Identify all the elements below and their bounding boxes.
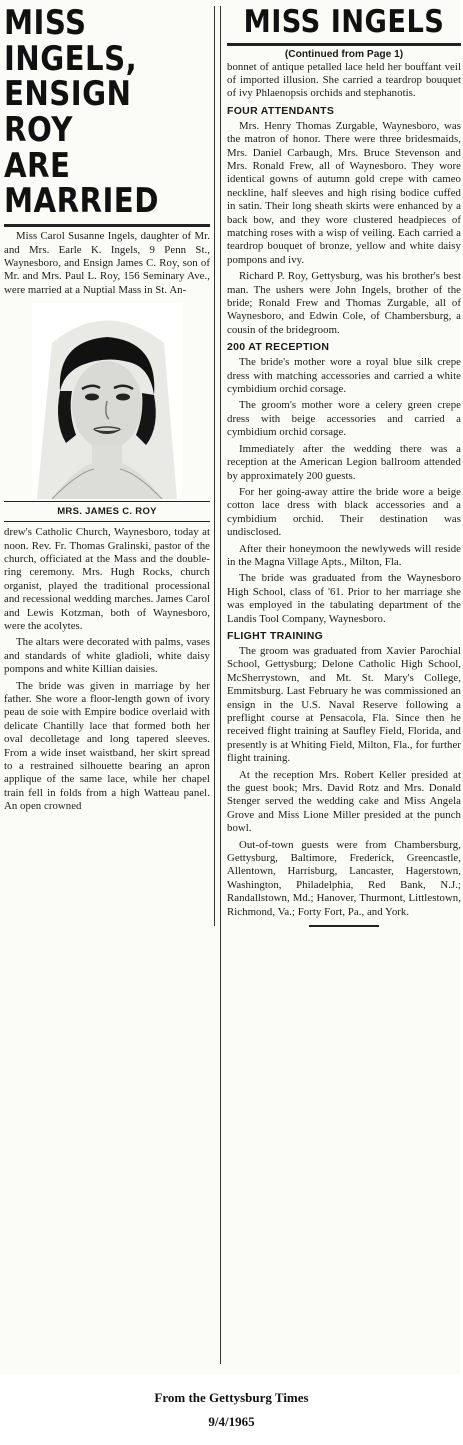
headline-rule (227, 43, 461, 46)
right-column (220, 6, 461, 1364)
photo-rule (4, 501, 210, 502)
bride-portrait-photo (32, 303, 182, 499)
publication-date: 9/4/1965 (208, 1414, 255, 1429)
continued-note: (Continued from Page 1) (284, 48, 404, 60)
headline-line: ARE MARRIED (4, 145, 159, 222)
caption-rule (4, 521, 210, 522)
left-column (4, 3, 215, 926)
article-paragraph: bonnet of antique petalled lace held her bouffant veil of imported illusion. She carried a teardrop bouquet of ivy Phlaenopsis orchids and stephanotis. (227, 60, 461, 100)
headline-right: MISS INGELS (243, 4, 445, 40)
article-paragraph: The groom was graduated from Xavier Parochial School, Gettysburg; Delone Catholic High School, McSherrystown, and Mt. St. Mary's College, Emmitsburg. Last February he was commissioned an ensign in the U.S. Naval Reserve following a preflight course at Pensacola, Fla. Since then he received flight training at Saufley Field, Florida, and presently is at Whiting Field, Milton, Fla., for further flight training. (227, 644, 461, 765)
headline-left (4, 3, 210, 222)
headline-rule (4, 224, 210, 227)
article-paragraph: Richard P. Roy, Gettysburg, was his brother's best man. The ushers were John Ingels, brother of the bride; Ronald Frew and Thomas Zurgable, all of Waynesboro, and Edwin Cole, of Chambersburg, a cousin of the bridegroom. (227, 270, 461, 336)
article-paragraph: Mrs. Henry Thomas Zurgable, Waynesboro, was the matron of honor. There were three bridesmaids, Mrs. Daniel Carbaugh, Mrs. Bruce Stevenson and Mrs. Ronald Frew, all of Waynesboro. They wore identical gowns of autumn gold crepe with cameo neckline, half sleeves and high rising bodice cuffed in satin. Their long sheath skirts were enhanced by a back bow, and they wore clustered headpieces of matching roses with a wisp of veiling. Each carried a teardrop bouquet of bronze, yellow and white daisy pompons and ivy. (227, 119, 461, 266)
source-credit: From the Gettysburg Times (154, 1390, 309, 1405)
article-paragraph: At the reception Mrs. Robert Keller presided at the guest book; Mrs. David Rotz and Mrs. Donald Stenger served the wedding cake and Miss Angela Grove and Miss Lione Miller presided at the punch bowl. (227, 768, 461, 835)
article-paragraph: Miss Carol Susanne Ingels, daughter of Mr. and Mrs. Earle K. Ingels, 9 Penn St., Waynesboro, and Ensign James C. Roy, son of Mr. and Mrs. Paul L. Roy, 156 Seminary Ave., were married at a Nuptial Mass in St. An- (4, 230, 210, 296)
article-paragraph: The bride's mother wore a royal blue silk crepe dress with matching accessories and carried a white cymbidium orchid corsage. (227, 356, 461, 396)
headline-line: MISS INGELS, (4, 3, 138, 79)
article-paragraph: Out-of-town guests were from Chambersburg, Gettysburg, Baltimore, Frederick, Greencastle, Allentown, Harrisburg, Lancaster, Hagerstown, Washington, Philadelphia, Red Bank, N.J.; Randallstown, Md.; Hanover, Thurmont, Littlestown, Richmond, Va.; Forty Fort, Pa., and York. (227, 838, 461, 918)
headline-line: ENSIGN ROY (4, 74, 132, 151)
article-paragraph: The altars were decorated with palms, vases and standards of white gladioli, white daisy pompons and white Killian daisies. (4, 636, 210, 676)
article-paragraph: The bride was graduated from the Waynesboro High School, class of '61. Prior to her marriage she was employed in the tabulating department of the Landis Tool Company, Waynesboro. (227, 572, 461, 625)
article-paragraph: After their honeymoon the newlyweds will reside in the Magna Village Apts., Milton, Fla. (227, 542, 461, 568)
article-paragraph: The bride was given in marriage by her father. She wore a floor-length gown of ivory peau de soie with Empire bodice overlaid with delicate Chantilly lace that formed both her oval decolletage and long tapered sleeves. From a wide inset waistband, her skirt spread to a restrained silhouette bearing an apron applique of the same lace, while her chapel train fell in folds from a high Watteau panel. An open crowned (4, 679, 210, 813)
section-heading: 200 AT RECEPTION (227, 341, 330, 354)
section-heading: FLIGHT TRAINING (227, 629, 324, 642)
bride-portrait-image (32, 303, 182, 499)
photo-caption: MRS. JAMES C. ROY (57, 506, 157, 518)
article-paragraph: For her going-away attire the bride wore a beige cotton lace dress with black accessories and a cymbidium orchid. Their destination was undisclosed. (227, 485, 461, 539)
section-heading: FOUR ATTENDANTS (227, 104, 335, 117)
article-end-rule (309, 925, 379, 927)
article-paragraph: The groom's mother wore a celery green crepe dress with beige accessories and carried a cymbidium orchid corsage. (227, 399, 461, 439)
article-paragraph: drew's Catholic Church, Waynesboro, today at noon. Rev. Fr. Thomas Gralinski, pastor of the church, officiated at the Mass and the double-ring ceremony. Mrs. Hugh Rocks, church organist, played the traditional processional and recessional wedding marches. James Carol and Lewis Kotzman, both of Waynesboro, were the acolytes. (4, 526, 210, 632)
article-paragraph: Immediately after the wedding there was a reception at the American Legion ballroom attended by approximately 200 guests. (227, 442, 461, 482)
